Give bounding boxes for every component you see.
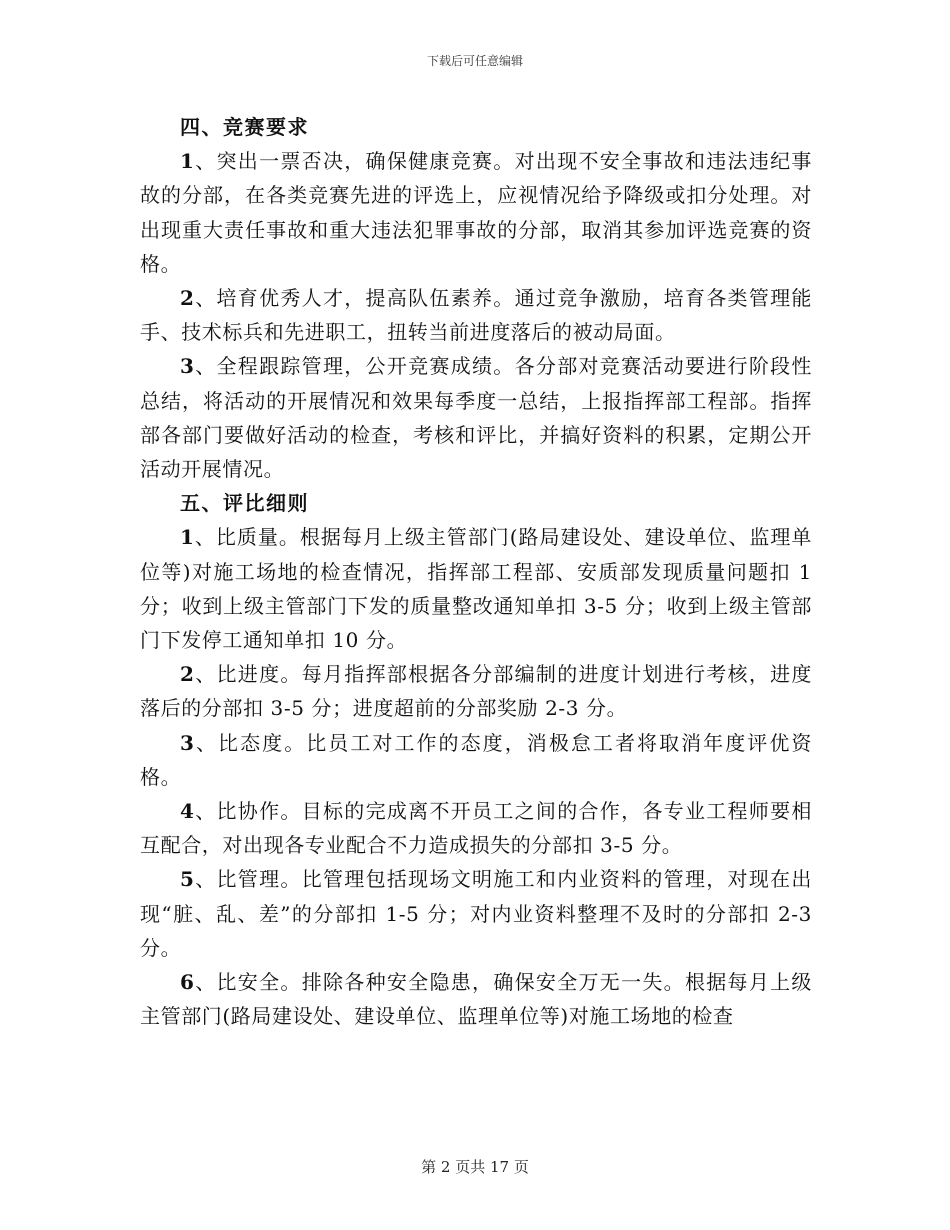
item-title: 、比态度。 — [194, 730, 307, 755]
paragraph — [140, 726, 812, 794]
item-title: 、比管理。 — [194, 867, 302, 892]
item-body: 比管理包括现场文明施工和内业资料的管理，对现在出现“脏、乱、差”的分部扣 1-5 分；对内业资料整理不及时的分部扣 2-3 分。 — [140, 867, 812, 960]
page-number: 第 2 页共 17 页 — [421, 1158, 529, 1176]
item-body: 对出现不安全事故和违法违纪事故的分部，在各类竞赛先进的评选上，应视情况给予降级或扣分处理。对出现重大责任事故和重大违法犯罪事故的分部，取消其参加评选竞赛的资格。 — [140, 149, 813, 276]
item-number: 1 — [180, 149, 195, 174]
item-number: 5 — [180, 867, 195, 892]
section-heading: 五、评比细则 — [180, 491, 309, 516]
item-title: 、全程跟踪管理，公开竞赛成绩。 — [194, 354, 515, 379]
item-number: 3 — [180, 730, 195, 755]
section-heading: 四、竞赛要求 — [180, 115, 309, 139]
item-body: 比员工对工作的态度，消极怠工者将取消年度评优资格。 — [140, 730, 812, 789]
item-body: 根据每月上级主管部门(路局建设处、建设单位、监理单位等)对施工场地的检查情况，指挥部工程部、安质部发现质量问题扣 1 分；收到上级主管部门下发的质量整改通知单扣 3-5 分；收到上级主管部门下发停工通知单扣 10 分。 — [140, 525, 813, 653]
item-title: 、比安全。 — [194, 970, 302, 995]
item-number: 4 — [180, 799, 195, 824]
paragraph — [140, 520, 812, 657]
item-title: 、比进度。 — [194, 662, 302, 687]
item-title: 、突出一票否决，确保健康竞赛。 — [194, 149, 515, 174]
item-number: 1 — [180, 525, 195, 550]
item-number: 3 — [180, 354, 195, 379]
paragraph — [140, 657, 812, 725]
item-body: 通过竞争激励，培育各类管理能手、技术标兵和先进职工，扭转当前进度落后的被动局面。 — [140, 286, 813, 345]
paragraph — [140, 281, 812, 349]
item-body: 每月指挥部根据各分部编制的进度计划进行考核，进度落后的分部扣 3-5 分；进度超前的分部奖励 2-3 分。 — [140, 662, 812, 721]
item-title: 、比协作。 — [194, 799, 302, 824]
item-body: 目标的完成离不开员工之间的合作，各专业工程师要相互配合，对出现各专业配合不力造成损失的分部扣 3-5 分。 — [140, 799, 812, 858]
item-body: 各分部对竞赛活动要进行阶段性总结，将活动的开展情况和效果每季度一总结，上报指挥部工程部。指挥部各部门要做好活动的检查，考核和评比，并搞好资料的积累，定期公开活动开展情况。 — [140, 354, 813, 482]
paragraph — [140, 794, 812, 862]
paragraph — [140, 862, 812, 965]
item-title: 、培育优秀人才，提高队伍素养。 — [194, 286, 515, 311]
paragraph — [140, 965, 812, 1033]
item-body: 排除各种安全隐患，确保安全万无一失。根据每月上级主管部门(路局建设处、建设单位、监理单位等)对施工场地的检查 — [140, 970, 812, 1029]
page-header-note: 下载后可任意编辑 — [426, 54, 523, 68]
item-number: 2 — [180, 662, 195, 687]
item-number: 6 — [180, 970, 195, 995]
item-number: 2 — [180, 286, 195, 311]
paragraph — [140, 144, 812, 281]
item-title: 、比质量。 — [194, 525, 300, 550]
paragraph — [140, 349, 812, 486]
document-body — [140, 110, 812, 1033]
